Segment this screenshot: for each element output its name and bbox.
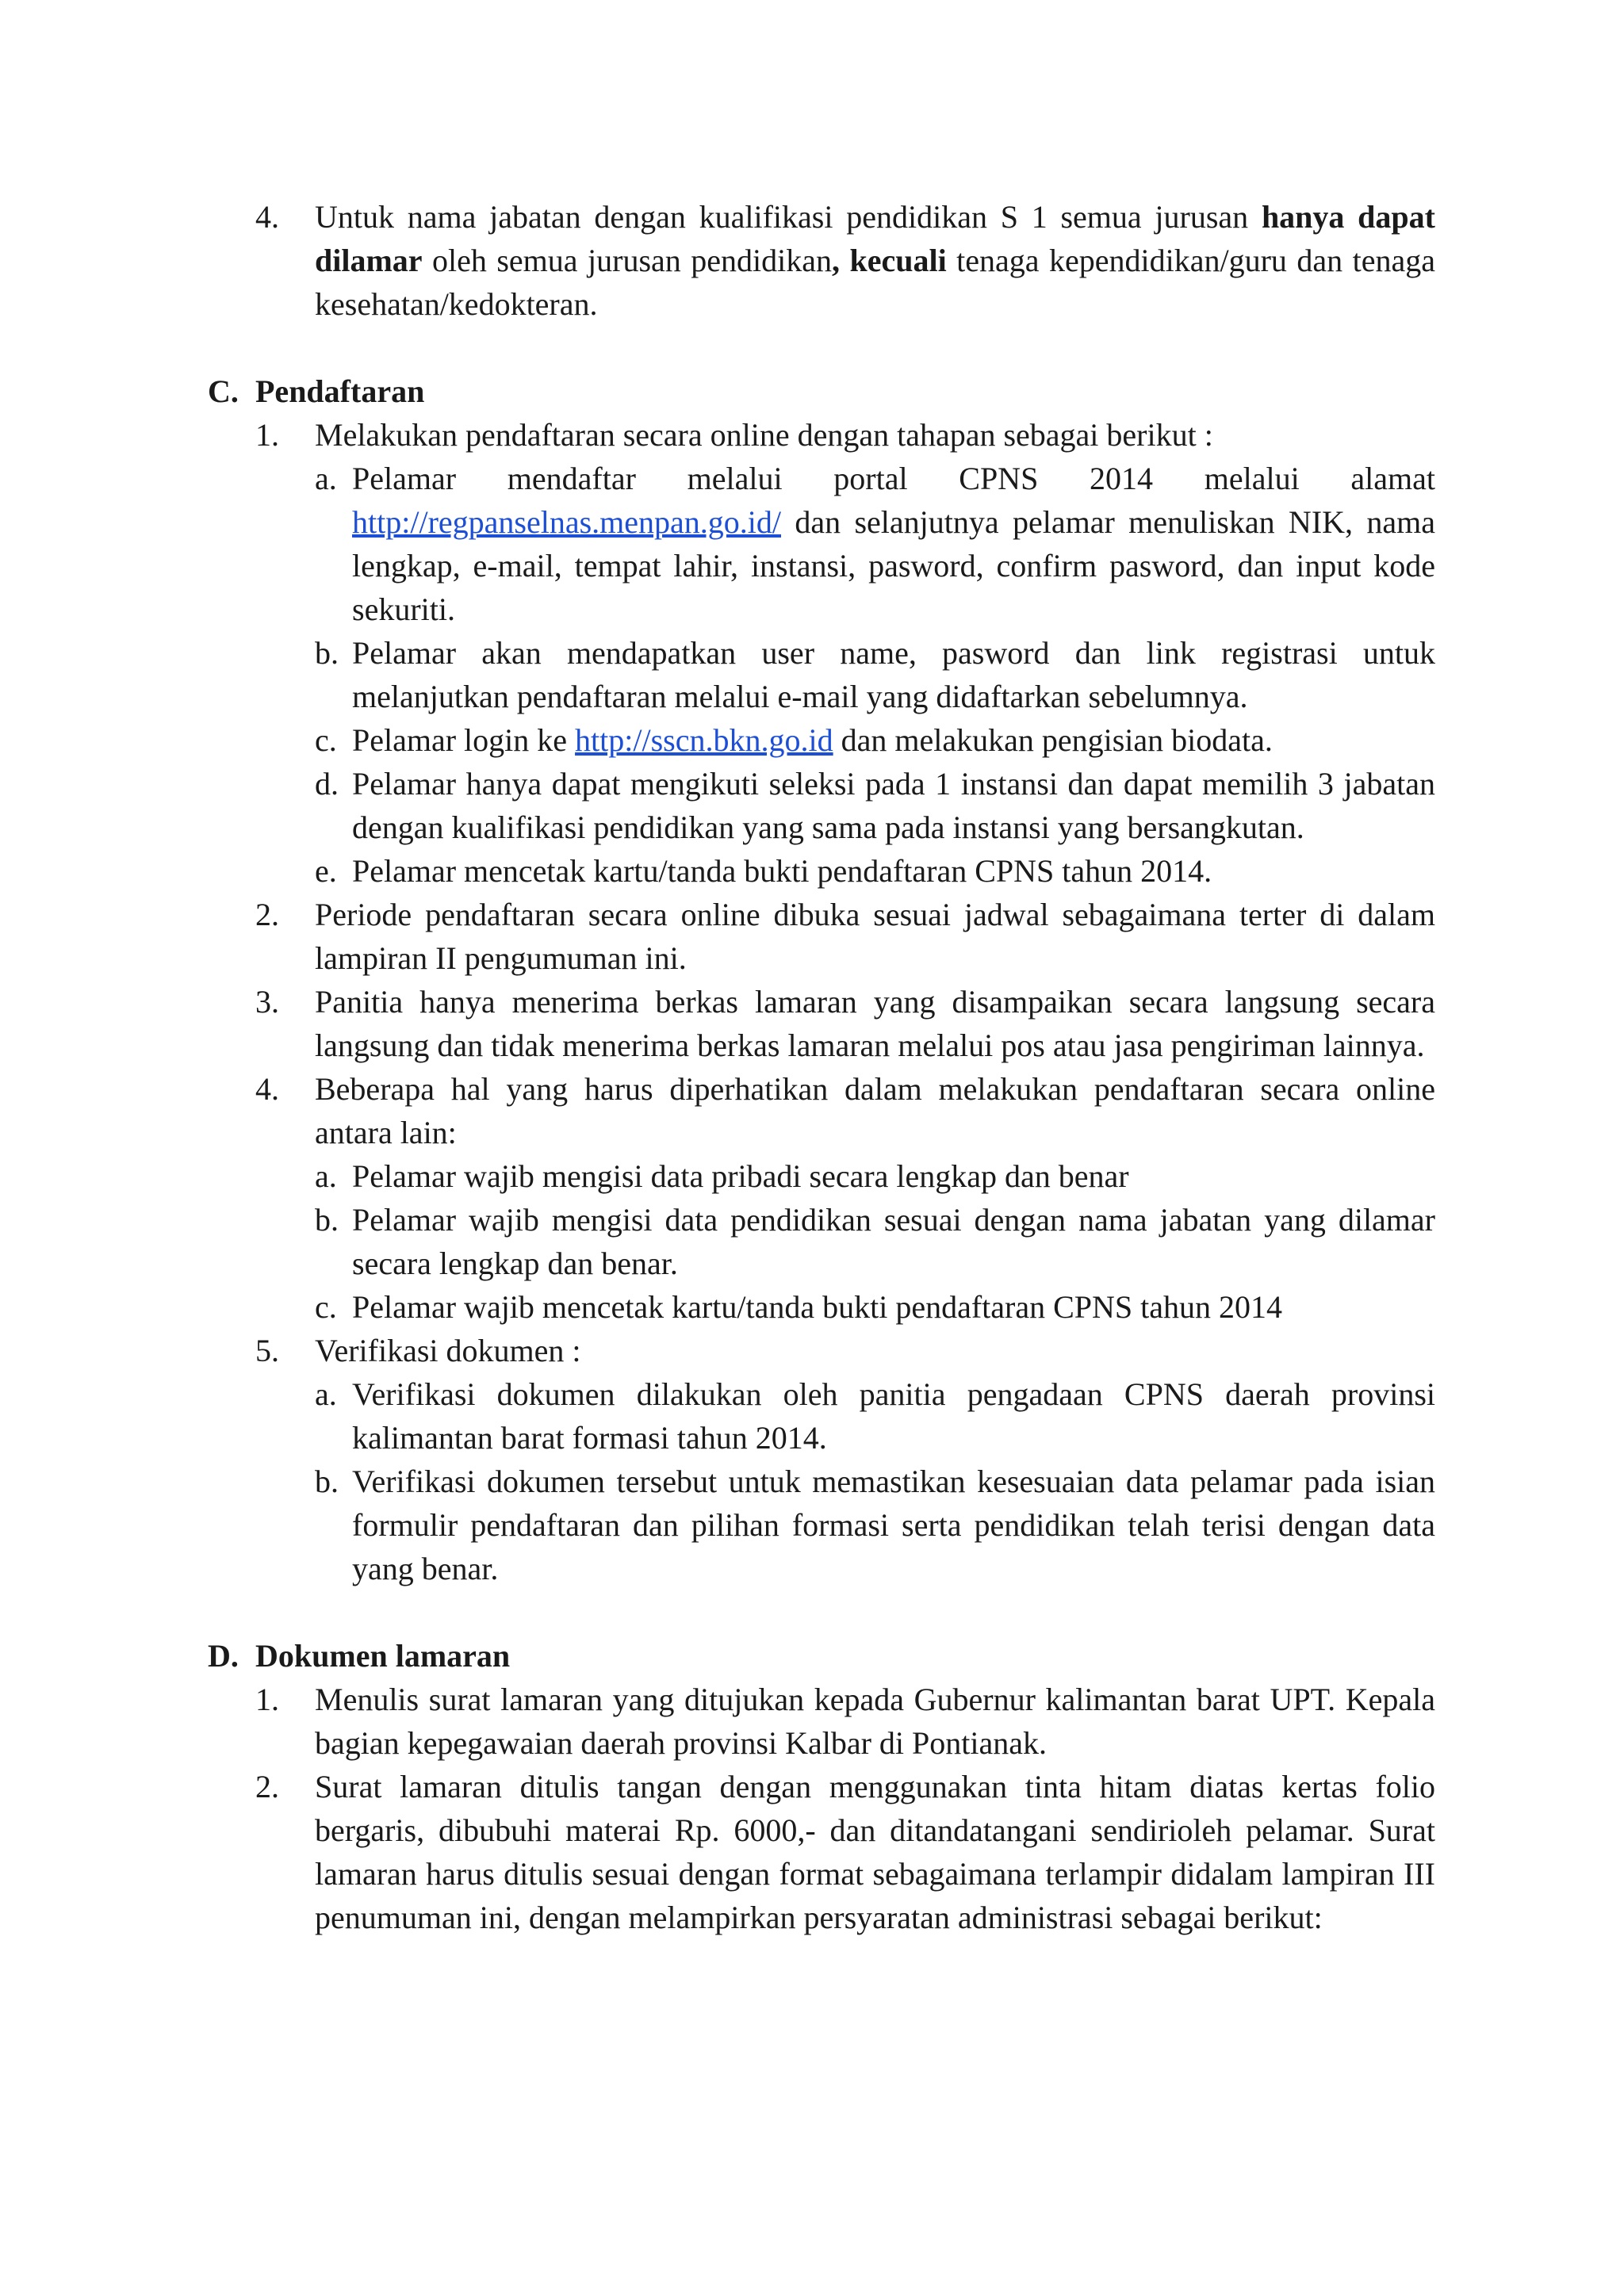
sub-item-c1a xyxy=(208,457,1435,631)
list-item-d2 xyxy=(208,1765,1435,1939)
item-text: Pelamar wajib mengisi data pendidikan sesuai dengan nama jabatan yang dilamar secara lengkap dan benar. xyxy=(352,1202,1435,1281)
sub-item-c1c xyxy=(208,718,1435,762)
item-text: Panitia hanya menerima berkas lamaran yang disampaikan secara langsung secara langsung dan tidak menerima berkas lamaran melalui pos atau jasa pengiriman lainnya. xyxy=(315,984,1435,1063)
list-item-c3 xyxy=(208,980,1435,1067)
sub-item-c5a xyxy=(208,1372,1435,1460)
item-text: Verifikasi dokumen tersebut untuk memastikan kesesuaian data pelamar pada isian formulir pendaftaran dan pilihan formasi serta pendidikan telah terisi dengan data yang benar. xyxy=(352,1464,1435,1586)
link-regpanselnas[interactable]: http://regpanselnas.menpan.go.id/ xyxy=(352,504,781,540)
item-text: Untuk nama jabatan dengan kualifikasi pendidikan S 1 semua jurusan xyxy=(315,199,1262,235)
item-text: Surat lamaran ditulis tangan dengan menggunakan tinta hitam diatas kertas folio bergaris, dibubuhi materai Rp. 6000,- dan ditandatangani sendirioleh pelamar. Surat lamaran harus ditulis sesuai dengan format sebagaimana terlampir didalam lampiran III penumuman ini, dengan melampirkan persyaratan administrasi sebagai berikut: xyxy=(315,1769,1435,1935)
list-item-b4 xyxy=(208,195,1435,326)
sub-letter: e. xyxy=(315,853,337,889)
sub-letter: d. xyxy=(315,766,339,802)
item-text: oleh semua jurusan pendidikan xyxy=(422,243,832,278)
item-text: Periode pendaftaran secara online dibuka sesuai jadwal sebagaimana terter di dalam lampiran II pengumuman ini. xyxy=(315,897,1435,976)
list-number: 4. xyxy=(255,199,279,235)
sub-item-c1e xyxy=(208,849,1435,893)
sub-item-c5b xyxy=(208,1460,1435,1590)
list-number: 5. xyxy=(255,1333,279,1368)
list-item-c4 xyxy=(208,1067,1435,1154)
item-text: Verifikasi dokumen dilakukan oleh panitia pengadaan CPNS daerah provinsi kalimantan barat formasi tahun 2014. xyxy=(352,1376,1435,1456)
item-text: Pelamar mencetak kartu/tanda bukti pendaftaran CPNS tahun 2014. xyxy=(352,853,1212,889)
list-number: 1. xyxy=(255,1682,279,1717)
item-text: Pelamar hanya dapat mengikuti seleksi pada 1 instansi dan dapat memilih 3 jabatan dengan kualifikasi pendidikan yang sama pada instansi yang bersangkutan. xyxy=(352,766,1435,845)
sub-letter: a. xyxy=(315,1376,337,1412)
list-number: 2. xyxy=(255,1769,279,1804)
sub-letter: a. xyxy=(315,1158,337,1194)
sub-item-c1b xyxy=(208,631,1435,718)
link-sscn-bkn[interactable]: http://sscn.bkn.go.id xyxy=(575,722,833,758)
sub-letter: b. xyxy=(315,1464,339,1499)
list-number: 2. xyxy=(255,897,279,932)
list-item-c1 xyxy=(208,413,1435,457)
sub-letter: c. xyxy=(315,1289,337,1325)
list-item-c2 xyxy=(208,893,1435,980)
sub-item-c4c xyxy=(208,1285,1435,1329)
document-body xyxy=(208,195,1435,1939)
item-text: dan melakukan pengisian biodata. xyxy=(833,722,1273,758)
bold-text-kecuali: , kecuali xyxy=(831,243,947,278)
section-heading-pendaftaran xyxy=(208,369,1435,413)
item-text: dan selanjutnya pelamar menuliskan NIK, nama lengkap, e-mail, tempat lahir, instansi, pasword, confirm pasword, dan input kode sekuriti. xyxy=(352,504,1435,627)
sub-letter: a. xyxy=(315,461,337,496)
item-text: Pelamar wajib mencetak kartu/tanda bukti pendaftaran CPNS tahun 2014 xyxy=(352,1289,1283,1325)
item-text: Melakukan pendaftaran secara online dengan tahapan sebagai berikut : xyxy=(315,417,1213,453)
item-text: Beberapa hal yang harus diperhatikan dalam melakukan pendaftaran secara online antara lain: xyxy=(315,1071,1435,1150)
sub-item-c1d xyxy=(208,762,1435,849)
list-number: 1. xyxy=(255,417,279,453)
list-item-c5 xyxy=(208,1329,1435,1372)
section-title: Pendaftaran xyxy=(255,373,425,409)
bold-text-hanya-dapat-dilamar: hanya dapat dilamar xyxy=(315,199,1435,278)
item-text: Pelamar mendaftar melalui portal CPNS 2014 melalui alamat xyxy=(352,461,1435,496)
section-title: Dokumen lamaran xyxy=(255,1638,511,1674)
list-number: 4. xyxy=(255,1071,279,1107)
sub-letter: b. xyxy=(315,635,339,671)
section-heading-dokumen-lamaran xyxy=(208,1634,1435,1678)
item-text: Pelamar login ke xyxy=(352,722,576,758)
sub-letter: c. xyxy=(315,722,337,758)
sub-letter: b. xyxy=(315,1202,339,1238)
list-item-d1 xyxy=(208,1678,1435,1765)
item-text: Pelamar akan mendapatkan user name, pasword dan link registrasi untuk melanjutkan pendaftaran melalui e-mail yang didaftarkan sebelumnya. xyxy=(352,635,1435,714)
section-letter: C. xyxy=(208,373,239,409)
sub-item-c4b xyxy=(208,1198,1435,1285)
section-letter: D. xyxy=(208,1638,239,1674)
list-number: 3. xyxy=(255,984,279,1020)
item-text: Menulis surat lamaran yang ditujukan kepada Gubernur kalimantan barat UPT. Kepala bagian kepegawaian daerah provinsi Kalbar di Pontianak. xyxy=(315,1682,1435,1761)
sub-item-c4a xyxy=(208,1154,1435,1198)
item-text: tenaga kependidikan/guru dan tenaga kesehatan/kedokteran. xyxy=(315,243,1435,322)
item-text: Pelamar wajib mengisi data pribadi secara lengkap dan benar xyxy=(352,1158,1129,1194)
item-text: Verifikasi dokumen : xyxy=(315,1333,581,1368)
